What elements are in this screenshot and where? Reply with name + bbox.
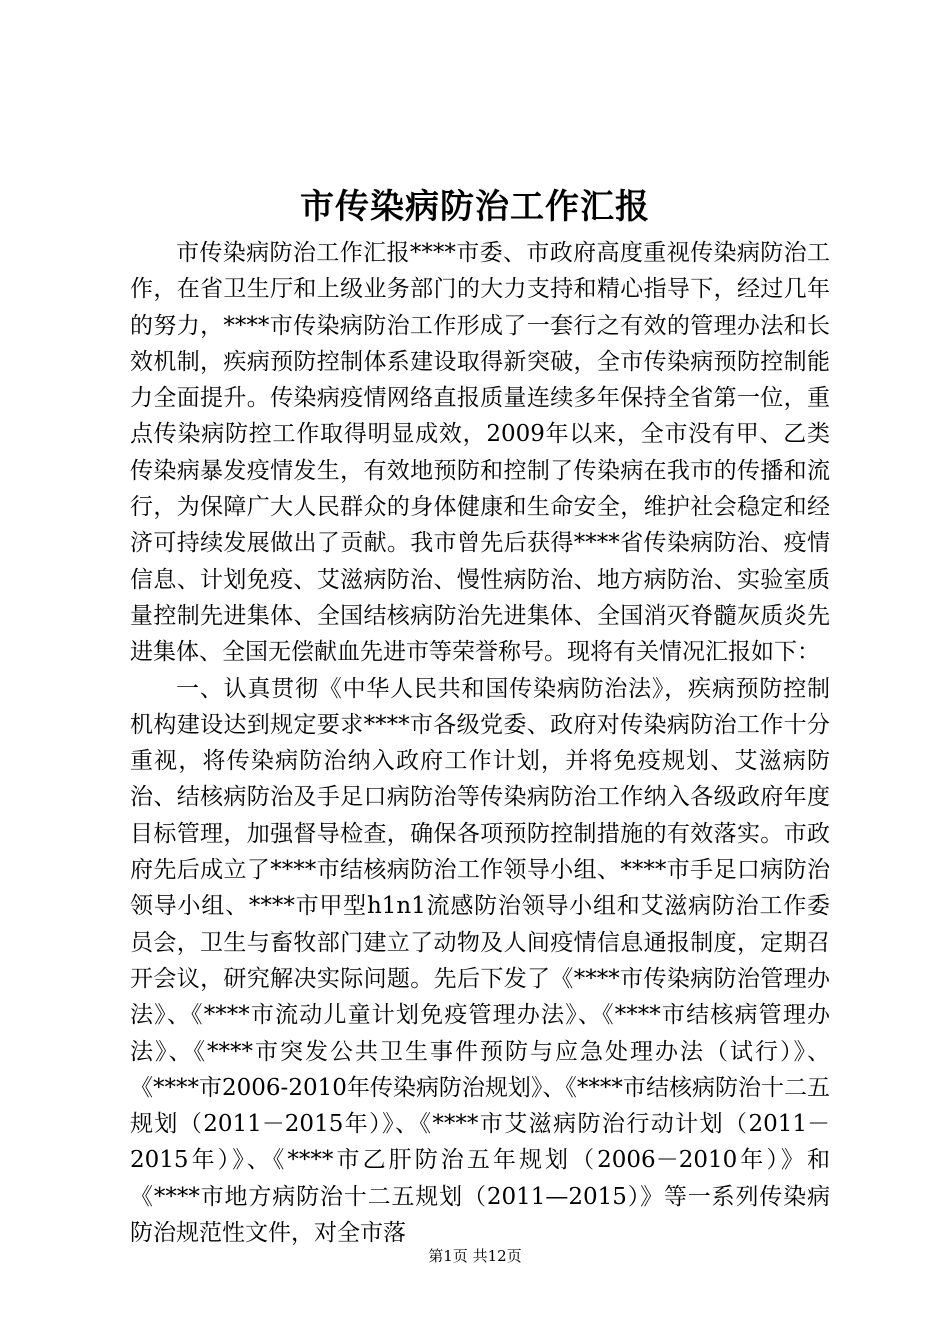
document-body (130, 235, 830, 1251)
document-title: 市传染病防治工作汇报 (300, 187, 650, 227)
paragraph: 市传染病防治工作汇报****市委、市政府高度重视传染病防治工作，在省卫生厅和上级业务部门的大力支持和精心指导下，经过几年的努力，****市传染病防治工作形成了一套行之有效的管理办法和长效机制，疾病预防控制体系建设取得新突破，全市传染病预防控制能力全面提升。传染病疫情网络直报质量连续多年保持全省第一位，重点传染病防控工作取得明显成效，2009年以来，全市没有甲、乙类传染病暴发疫情发生，有效地预防和控制了传染病在我市的传播和流行，为保障广大人民群众的身体健康和生命安全，维护社会稳定和经济可持续发展做出了贡献。我市曾先后获得****省传染病防治、疫情信息、计划免疫、艾滋病防治、慢性病防治、地方病防治、实验室质量控制先进集体、全国结核病防治先进集体、全国消灭脊髓灰质炎先进集体、全国无偿献血先进市等荣誉称号。现将有关情况汇报如下： (130, 240, 830, 666)
page-footer: 第1页 共12页 (428, 1247, 522, 1265)
paragraph: 一、认真贯彻《中华人民共和国传染病防治法》，疾病预防控制机构建设达到规定要求****市各级党委、政府对传染病防治工作十分重视，将传染病防治纳入政府工作计划，并将免疫规划、艾滋病防治、结核病防治及手足口病防治等传染病防治工作纳入各级政府年度目标管理，加强督导检查，确保各项预防控制措施的有效落实。市政府先后成立了****市结核病防治工作领导小组、****市手足口病防治领导小组、****市甲型h1n1流感防治领导小组和艾滋病防治工作委员会，卫生与畜牧部门建立了动物及人间疫情信息通报制度，定期召开会议，研究解决实际问题。先后下发了《****市传染病防治管理办法》、《****市流动儿童计划免疫管理办法》、《****市结核病管理办法》、《****市突发公共卫生事件预防与应急处理办法（试行）》、《****市2006-2010年传染病防治规划》、《****市结核病防治十二五规划（2011－2015年）》、《****市艾滋病防治行动计划（2011－2015年）》、《****市乙肝防治五年规划（2006－2010年）》和《****市地方病防治十二五规划（2011—2015）》等一系列传染病防治规范性文件，对全市落 (130, 675, 830, 1247)
